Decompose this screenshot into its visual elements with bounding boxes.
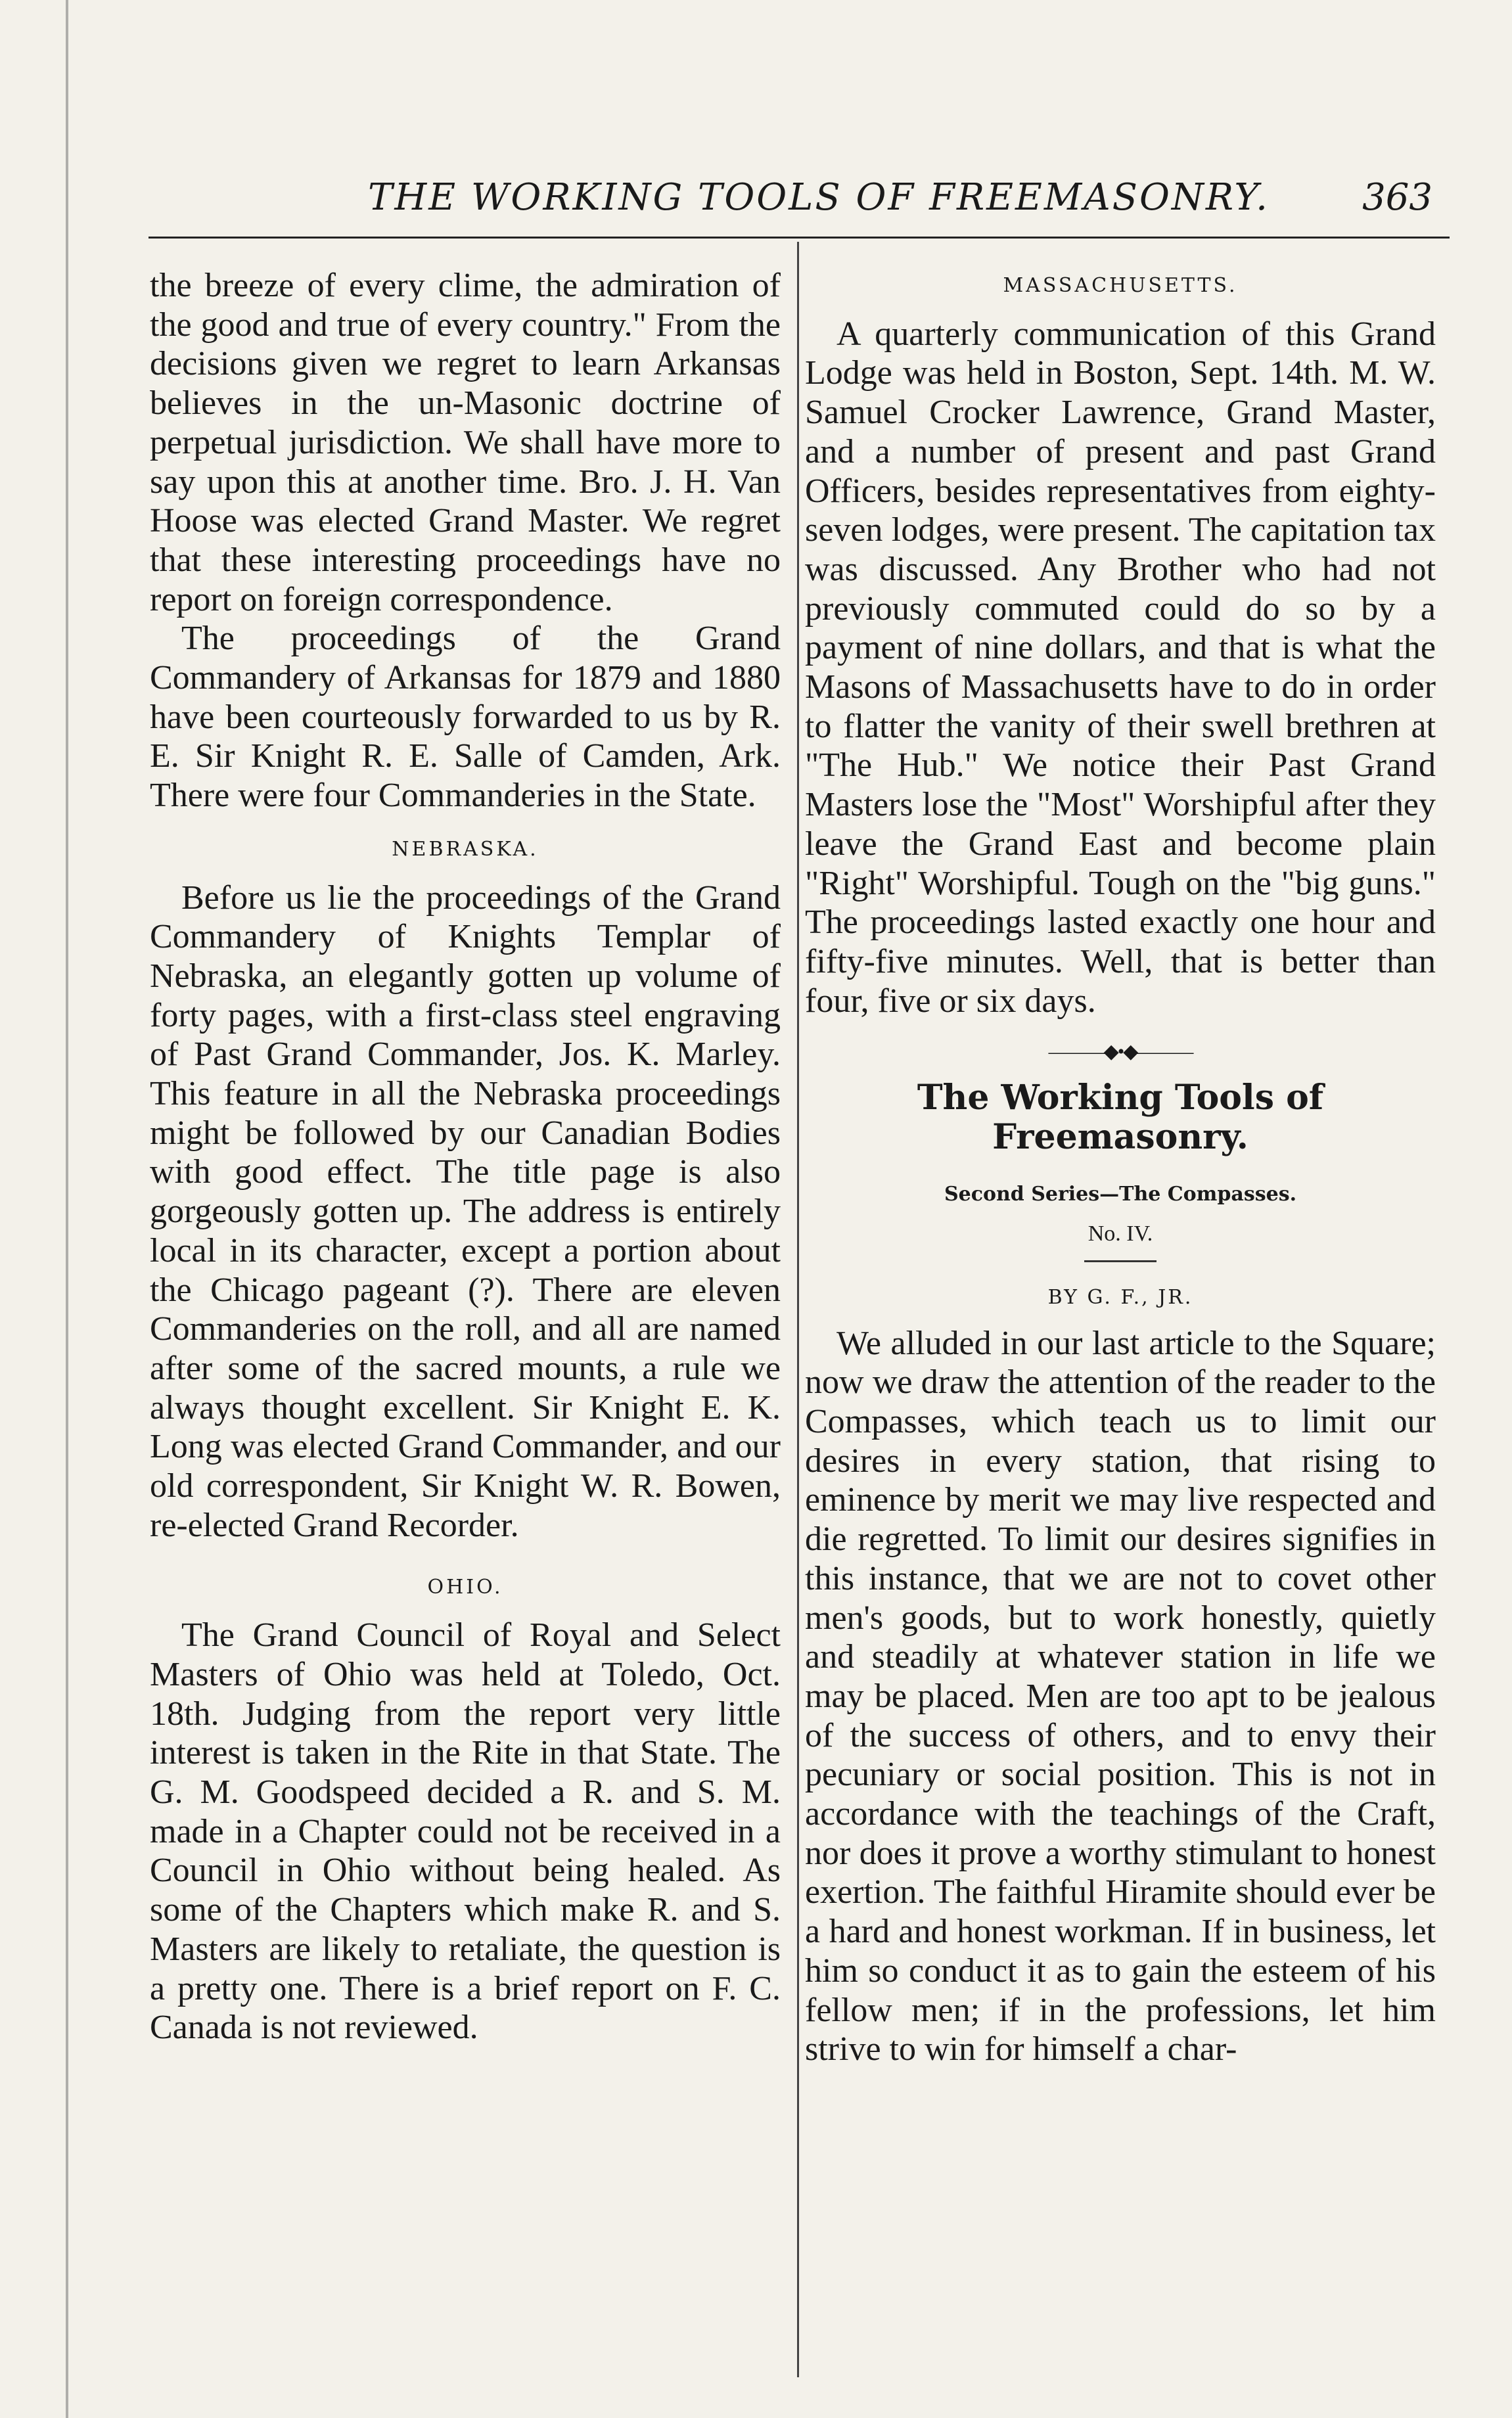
right-column (805, 266, 1436, 2069)
paragraph: The proceedings of the Grand Commandery of Arkansas for 1879 and 1880 have been courteously forwarded to us by R. E. Sir Knight R. E. Salle of Camden, Ark. There were four Commanderies in the State. (150, 620, 781, 815)
header-rule (149, 237, 1450, 239)
article-subtitle: Second Series—The Compasses. (944, 1183, 1297, 1206)
article-number: No. IV. (1088, 1221, 1153, 1246)
page-number: 363 (1362, 176, 1432, 219)
section-heading-massachusetts: MASSACHUSETTS. (1003, 274, 1238, 297)
byline: BY G. F., JR. (1047, 1285, 1193, 1309)
ornament-divider: ———◆•◆——— (1048, 1041, 1193, 1063)
running-head (158, 176, 1432, 222)
paragraph: The Grand Council of Royal and Select Masters of Ohio was held at Toledo, Oct. 18th. Judging from the report very little interest is taken in the Rite in that State. The G. M. Goodspeed decided a R. and S. M. made in a Chapter could not be received in a Council in Ohio without being healed. As some of the Chapters which make R. and S. Masters are likely to retaliate, the question is a pretty one. There is a brief report on F. C. Canada is not reviewed. (150, 1616, 781, 2047)
section-heading-nebraska: NEBRASKA. (392, 837, 539, 861)
running-title: THE WORKING TOOLS OF FREEMASONRY. (368, 176, 1270, 219)
column-divider (797, 242, 799, 2377)
paragraph: A quarterly communication of this Grand Lodge was held in Boston, Sept. 14th. M. W. Samuel Crocker Lawrence, Grand Master, and a number of present and past Grand Officers, besides representatives from eighty-seven lodges, were present. The capitation tax was discussed. Any Brother who had not previously commuted could do so by a payment of nine dollars, and that is what the Masons of Massachusetts have to do in order to flatter the vanity of their swell brethren at "The Hub." We notice their Past Grand Masters lose the "Most" Worshipful after they leave the Grand East and become plain "Right" Worshipful. Tough on the "big guns." The proceedings lasted exactly one hour and fifty-five minutes. Well, that is better than four, five or six days. (805, 315, 1436, 1020)
short-rule (1084, 1260, 1157, 1262)
paragraph: We alluded in our last article to the Square; now we draw the attention of the reader to the Compasses, which teach us to limit our desires in every station, that rising to eminence by merit we may live respected and die regretted. To limit our desires signifies in this instance, that we are not to covet other men's goods, but to work honestly, quietly and steadily at whatever station in life we may be placed. Men are too apt to be jealous of the success of others, and to envy their pecuniary or social position. This is not in accordance with the teachings of the Craft, nor does it prove a worthy stimulant to honest exertion. The faithful Hiramite should ever be a hard and honest workman. If in business, let him so conduct it as to gain the esteem of his fellow men; if in the professions, let him strive to win for himself a char- (805, 1324, 1436, 2068)
left-column (150, 266, 781, 2047)
binding-edge (66, 0, 68, 2418)
paragraph: the breeze of every clime, the admiration of the good and true of every country." From the decisions given we regret to learn Arkansas believes in the un-Masonic doctrine of perpetual jurisdiction. We shall have more to say upon this at another time. Bro. J. H. Van Hoose was elected Grand Master. We regret that these interesting proceedings have no report on foreign correspondence. (150, 267, 781, 618)
section-heading-ohio: OHIO. (427, 1575, 503, 1599)
paragraph: Before us lie the proceedings of the Grand Commandery of Knights Templar of Nebraska, an elegantly gotten up volume of forty pages, with a first-class steel engraving of Past Grand Commander, Jos. K. Marley. This feature in all the Nebraska proceedings might be followed by our Canadian Bodies with good effect. The title page is also gorgeously gotten up. The address is entirely local in its character, except a portion about the Chicago pageant (?). There are eleven Commanderies on the roll, and all are named after some of the sacred mounts, a rule we always thought excellent. Sir Knight E. K. Long was elected Grand Commander, and our old correspondent, Sir Knight W. R. Bowen, re-elected Grand Recorder. (150, 878, 781, 1544)
article-title: The Working Tools of Freemasonry. (917, 1078, 1324, 1157)
